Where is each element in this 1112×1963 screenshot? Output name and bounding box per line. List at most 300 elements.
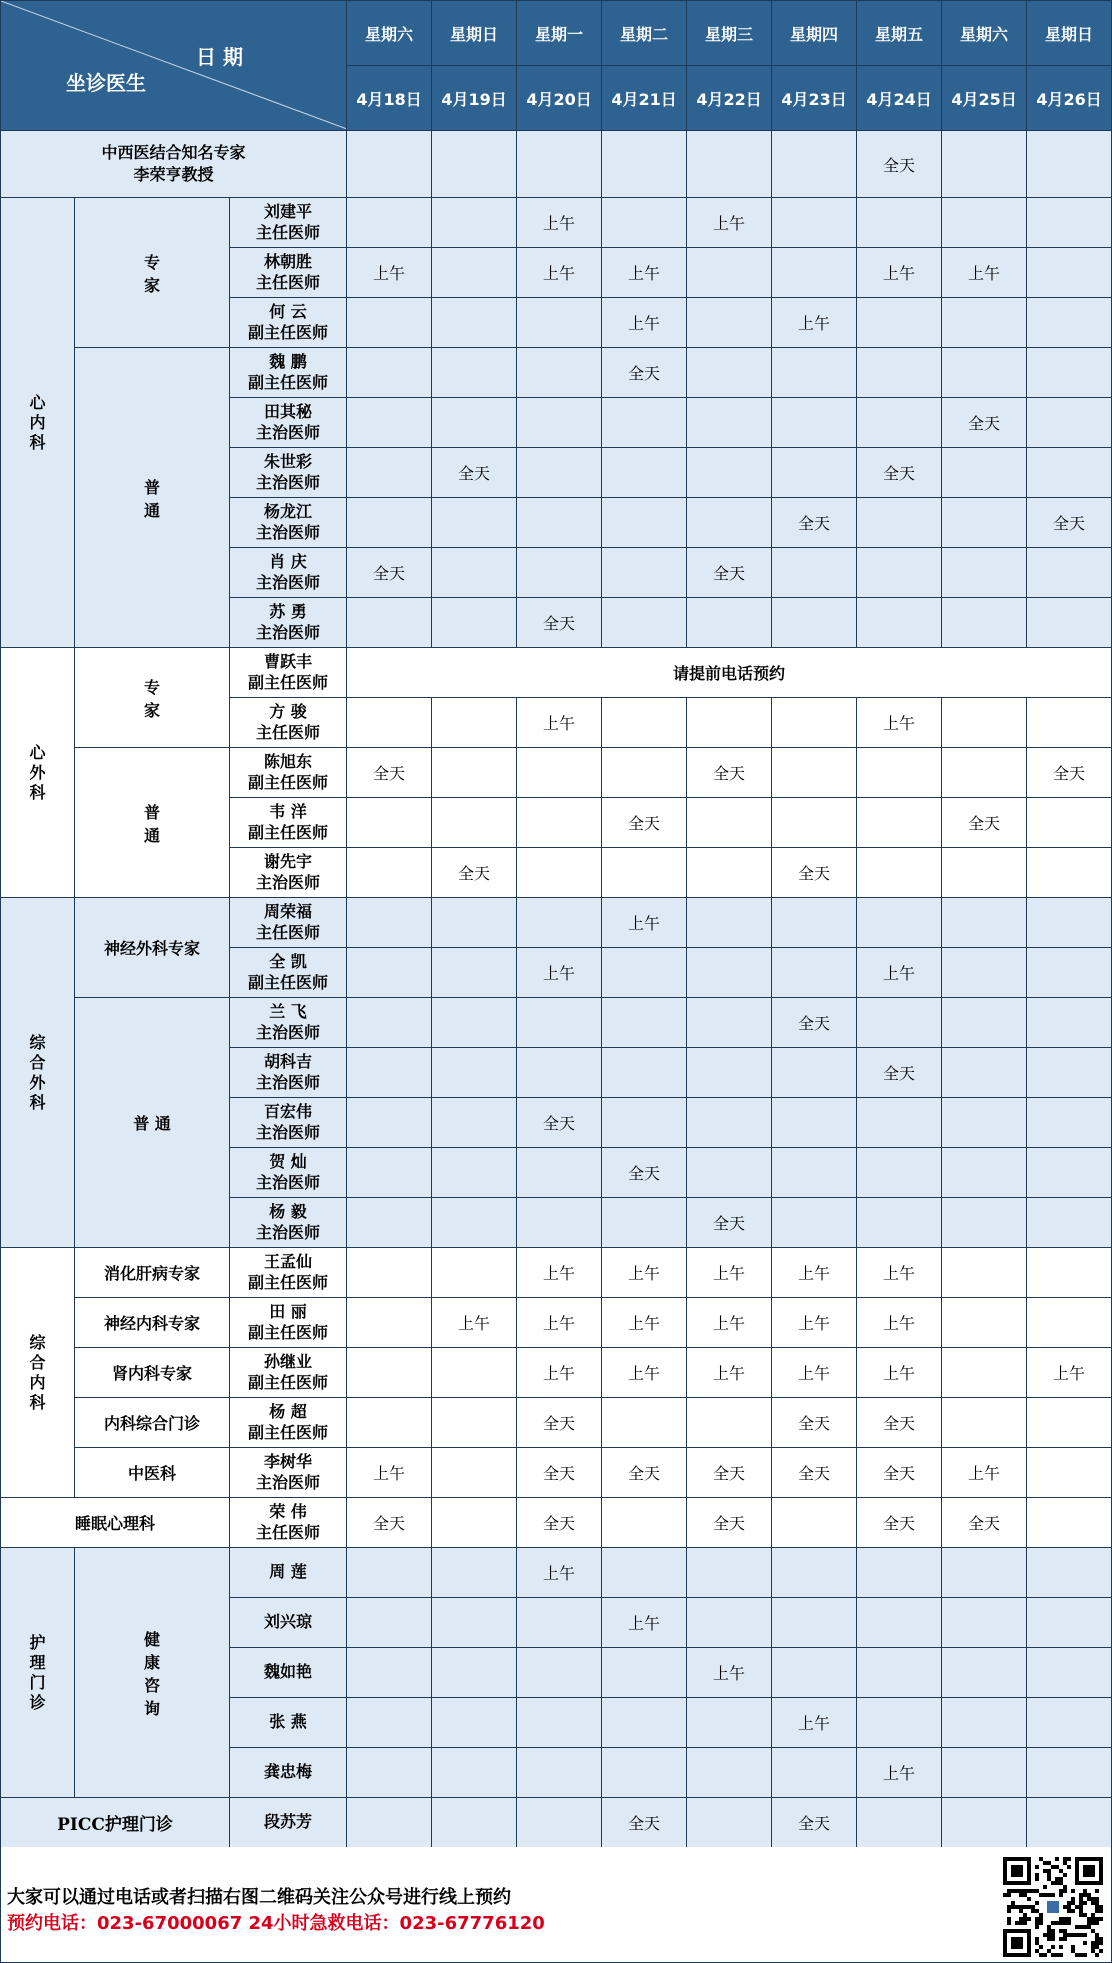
schedule-slot: 上午	[857, 948, 942, 998]
schedule-slot	[517, 298, 602, 348]
schedule-slot	[772, 198, 857, 248]
schedule-slot: 全天	[772, 1398, 857, 1448]
schedule-slot	[942, 998, 1027, 1048]
schedule-slot: 上午	[602, 1248, 687, 1298]
date-header: 4月18日	[347, 66, 432, 131]
schedule-slot: 全天	[517, 1398, 602, 1448]
schedule-slot: 上午	[772, 298, 857, 348]
schedule-slot	[602, 848, 687, 898]
schedule-slot	[432, 1148, 517, 1198]
schedule-slot	[942, 1348, 1027, 1398]
schedule-slot	[772, 548, 857, 598]
doctor-name: 贺 灿 主治医师	[230, 1148, 347, 1198]
schedule-slot: 全天	[772, 498, 857, 548]
schedule-slot	[347, 348, 432, 398]
schedule-slot	[602, 1648, 687, 1698]
schedule-slot	[432, 398, 517, 448]
schedule-slot	[687, 448, 772, 498]
schedule-slot	[687, 248, 772, 298]
table-row	[1, 1248, 1112, 1298]
doctor-name: 方 骏 主任医师	[230, 698, 347, 748]
schedule-slot	[857, 1148, 942, 1198]
doctor-name: 杨 超 副主任医师	[230, 1398, 347, 1448]
schedule-slot	[942, 1048, 1027, 1098]
doctor-name: 龚忠梅	[230, 1748, 347, 1798]
doctor-name: 王孟仙 副主任医师	[230, 1248, 347, 1298]
schedule-slot	[347, 1698, 432, 1748]
schedule-slot	[857, 1098, 942, 1148]
doctor-name: 兰 飞 主治医师	[230, 998, 347, 1048]
schedule-slot: 全天	[772, 1798, 857, 1848]
schedule-slot	[687, 1148, 772, 1198]
schedule-slot: 全天	[347, 748, 432, 798]
schedule-slot	[602, 1048, 687, 1098]
schedule-slot: 全天	[1027, 748, 1112, 798]
schedule-slot	[432, 748, 517, 798]
schedule-slot	[347, 1748, 432, 1798]
schedule-slot	[687, 848, 772, 898]
schedule-slot	[772, 348, 857, 398]
schedule-slot	[857, 748, 942, 798]
date-header: 4月19日	[432, 66, 517, 131]
schedule-slot	[432, 1448, 517, 1498]
schedule-slot: 上午	[687, 1248, 772, 1298]
doctor-name: 谢先宇 主治医师	[230, 848, 347, 898]
schedule-slot	[857, 1798, 942, 1848]
schedule-slot: 全天	[942, 398, 1027, 448]
schedule-slot	[772, 798, 857, 848]
schedule-slot	[432, 298, 517, 348]
schedule-slot	[942, 498, 1027, 548]
schedule-slot: 上午	[602, 298, 687, 348]
schedule-slot	[347, 1048, 432, 1098]
schedule-slot	[687, 498, 772, 548]
schedule-slot	[1027, 248, 1112, 298]
schedule-slot	[687, 298, 772, 348]
table-row	[1, 1398, 1112, 1448]
dept-general-surgery: 综 合 外 科	[1, 898, 75, 1248]
doctor-name: 刘兴琼	[230, 1598, 347, 1648]
schedule-slot	[772, 898, 857, 948]
schedule-slot	[772, 131, 857, 198]
schedule-slot: 上午	[517, 698, 602, 748]
doctor-name: 魏 鹏 副主任医师	[230, 348, 347, 398]
schedule-slot: 全天	[687, 1198, 772, 1248]
schedule-slot	[857, 198, 942, 248]
schedule-slot	[772, 1648, 857, 1698]
schedule-slot	[347, 1148, 432, 1198]
special-expert-cell	[1, 131, 347, 198]
schedule-slot	[602, 948, 687, 998]
weekday-header: 星期一	[517, 1, 602, 66]
corner-diagonal	[1, 1, 347, 129]
schedule-slot: 全天	[772, 848, 857, 898]
schedule-slot: 上午	[517, 948, 602, 998]
phone-booking-notice: 请提前电话预约	[347, 648, 1112, 698]
schedule-slot	[772, 1748, 857, 1798]
doctor-name: 肖 庆 主治医师	[230, 548, 347, 598]
schedule-slot: 上午	[602, 1348, 687, 1398]
schedule-slot	[1027, 1148, 1112, 1198]
group-label: 中医科	[75, 1448, 230, 1498]
schedule-slot: 全天	[517, 598, 602, 648]
schedule-slot	[1027, 1598, 1112, 1648]
schedule-slot	[857, 798, 942, 848]
schedule-slot	[347, 1198, 432, 1248]
schedule-slot: 全天	[857, 1498, 942, 1548]
schedule-slot	[857, 1648, 942, 1698]
schedule-slot	[517, 498, 602, 548]
schedule-slot: 全天	[857, 1048, 942, 1098]
schedule-slot	[517, 131, 602, 198]
schedule-slot	[347, 948, 432, 998]
schedule-slot	[1027, 548, 1112, 598]
schedule-slot	[942, 1698, 1027, 1748]
schedule-slot	[1027, 1298, 1112, 1348]
schedule-slot	[432, 1498, 517, 1548]
schedule-slot	[1027, 1798, 1112, 1848]
weekday-header: 星期日	[432, 1, 517, 66]
schedule-slot	[1027, 198, 1112, 248]
schedule-slot	[347, 298, 432, 348]
schedule-slot	[432, 598, 517, 648]
schedule-slot: 上午	[942, 248, 1027, 298]
schedule-slot	[432, 1548, 517, 1598]
schedule-slot	[942, 348, 1027, 398]
schedule-slot: 全天	[857, 1448, 942, 1498]
table-row	[1, 348, 1112, 398]
schedule-slot	[347, 1248, 432, 1298]
schedule-slot: 上午	[772, 1698, 857, 1748]
schedule-slot	[347, 598, 432, 648]
weekday-header: 星期五	[857, 1, 942, 66]
schedule-slot	[857, 1698, 942, 1748]
schedule-slot	[1027, 1198, 1112, 1248]
schedule-slot	[347, 498, 432, 548]
doctor-name: 韦 洋 副主任医师	[230, 798, 347, 848]
schedule-slot	[432, 248, 517, 298]
schedule-slot: 上午	[687, 1348, 772, 1398]
schedule-slot: 上午	[857, 1748, 942, 1798]
date-header: 4月21日	[602, 66, 687, 131]
date-header: 4月26日	[1027, 66, 1112, 131]
schedule-slot	[517, 998, 602, 1048]
schedule-slot	[687, 1748, 772, 1798]
schedule-slot: 全天	[1027, 498, 1112, 548]
table-row	[1, 1448, 1112, 1498]
schedule-slot: 上午	[857, 1248, 942, 1298]
schedule-slot	[942, 548, 1027, 598]
schedule-slot	[772, 1198, 857, 1248]
schedule-slot: 上午	[347, 1448, 432, 1498]
schedule-slot	[857, 548, 942, 598]
doctor-name: 苏 勇 主治医师	[230, 598, 347, 648]
schedule-slot: 上午	[347, 248, 432, 298]
table-row	[1, 131, 1112, 198]
date-header: 4月20日	[517, 66, 602, 131]
schedule-slot	[1027, 1098, 1112, 1148]
doctor-name: 魏如艳	[230, 1648, 347, 1698]
schedule-slot	[517, 1798, 602, 1848]
schedule-slot	[432, 698, 517, 748]
schedule-slot	[517, 748, 602, 798]
weekday-header: 星期四	[772, 1, 857, 66]
schedule-slot	[942, 1598, 1027, 1648]
schedule-slot	[432, 1098, 517, 1148]
schedule-slot	[517, 348, 602, 398]
table-row	[1, 1298, 1112, 1348]
schedule-slot	[1027, 448, 1112, 498]
group-label: 健 康 咨 询	[75, 1548, 230, 1798]
doctor-label: 坐诊医生	[66, 71, 146, 95]
doctor-name: 杨 毅 主治医师	[230, 1198, 347, 1248]
table-row	[1, 898, 1112, 948]
schedule-slot: 全天	[687, 748, 772, 798]
doctor-name: 曹跃丰 副主任医师	[230, 648, 347, 698]
schedule-slot	[517, 1748, 602, 1798]
schedule-slot: 上午	[687, 1298, 772, 1348]
group-label: 肾内科专家	[75, 1348, 230, 1398]
schedule-slot	[347, 1598, 432, 1648]
schedule-slot	[942, 698, 1027, 748]
special-expert-title: 中西医结合知名专家	[101, 142, 246, 162]
footer-booking-note: 大家可以通过电话或者扫描右图二维码关注公众号进行线上预约	[7, 1887, 511, 1908]
schedule-slot	[432, 898, 517, 948]
schedule-slot	[602, 498, 687, 548]
schedule-slot	[857, 1198, 942, 1248]
schedule-slot	[517, 848, 602, 898]
weekday-header: 星期三	[687, 1, 772, 66]
schedule-slot	[432, 1248, 517, 1298]
schedule-slot	[687, 1598, 772, 1648]
schedule-slot: 全天	[857, 448, 942, 498]
schedule-slot	[687, 398, 772, 448]
schedule-slot	[942, 198, 1027, 248]
doctor-name: 周荣福 主任医师	[230, 898, 347, 948]
schedule-slot	[347, 1098, 432, 1148]
group-label: 普 通	[75, 748, 230, 898]
schedule-slot: 上午	[772, 1248, 857, 1298]
dept-picc-nursing: PICC护理门诊	[1, 1798, 230, 1848]
corner-header	[1, 1, 347, 131]
schedule-slot: 全天	[942, 1498, 1027, 1548]
schedule-slot	[942, 1548, 1027, 1598]
schedule-slot: 上午	[517, 198, 602, 248]
date-header: 4月22日	[687, 66, 772, 131]
schedule-slot	[942, 131, 1027, 198]
schedule-slot	[772, 948, 857, 998]
schedule-slot	[347, 1548, 432, 1598]
schedule-slot	[687, 1048, 772, 1098]
special-expert-name: 李荣亨教授	[133, 165, 214, 184]
schedule-slot	[1027, 398, 1112, 448]
group-label: 普 通	[75, 998, 230, 1248]
date-header: 4月23日	[772, 66, 857, 131]
schedule-slot	[602, 698, 687, 748]
schedule-slot	[687, 131, 772, 198]
schedule-slot	[347, 1648, 432, 1698]
schedule-slot	[1027, 1498, 1112, 1548]
schedule-slot	[432, 1348, 517, 1398]
schedule-slot	[772, 398, 857, 448]
schedule-slot	[942, 898, 1027, 948]
schedule-slot	[857, 998, 942, 1048]
schedule-slot	[857, 1548, 942, 1598]
schedule-slot	[687, 348, 772, 398]
schedule-slot: 全天	[772, 998, 857, 1048]
schedule-slot	[687, 1798, 772, 1848]
dept-cardiology: 心 内 科	[1, 198, 75, 648]
schedule-slot	[942, 1398, 1027, 1448]
schedule-slot	[942, 1798, 1027, 1848]
schedule-slot	[1027, 948, 1112, 998]
doctor-name: 朱世彩 主治医师	[230, 448, 347, 498]
schedule-slot	[347, 1798, 432, 1848]
weekday-header: 星期日	[1027, 1, 1112, 66]
schedule-slot	[1027, 1648, 1112, 1698]
table-row	[1, 1798, 1112, 1848]
schedule-slot	[857, 348, 942, 398]
schedule-slot	[857, 898, 942, 948]
schedule-slot	[942, 1198, 1027, 1248]
schedule-slot	[517, 398, 602, 448]
schedule-slot	[347, 848, 432, 898]
qr-code-icon[interactable]	[1003, 1857, 1103, 1957]
schedule-slot	[517, 548, 602, 598]
group-label: 消化肝病专家	[75, 1248, 230, 1298]
schedule-slot	[347, 398, 432, 448]
schedule-slot: 全天	[857, 131, 942, 198]
schedule-slot	[942, 1098, 1027, 1148]
schedule-slot	[1027, 1548, 1112, 1598]
date-header: 4月24日	[857, 66, 942, 131]
schedule-slot: 上午	[772, 1298, 857, 1348]
doctor-name: 全 凯 副主任医师	[230, 948, 347, 998]
schedule-slot	[772, 1048, 857, 1098]
schedule-slot	[942, 1248, 1027, 1298]
dept-general-medicine: 综 合 内 科	[1, 1248, 75, 1498]
doctor-name: 田其秘 主治医师	[230, 398, 347, 448]
schedule-slot	[857, 398, 942, 448]
doctor-name: 百宏伟 主治医师	[230, 1098, 347, 1148]
schedule-slot	[1027, 898, 1112, 948]
schedule-slot	[687, 998, 772, 1048]
footer	[0, 1847, 1112, 1963]
weekday-header: 星期六	[347, 1, 432, 66]
schedule-slot	[602, 598, 687, 648]
schedule-slot	[347, 898, 432, 948]
schedule-slot: 上午	[687, 198, 772, 248]
schedule-slot	[687, 1548, 772, 1598]
schedule-slot	[1027, 348, 1112, 398]
schedule-slot: 全天	[687, 1498, 772, 1548]
schedule-slot: 上午	[602, 248, 687, 298]
schedule-slot	[517, 1148, 602, 1198]
dept-cardiac-surgery: 心 外 科	[1, 648, 75, 898]
weekday-header: 星期二	[602, 1, 687, 66]
schedule-slot	[687, 698, 772, 748]
schedule-slot	[432, 1798, 517, 1848]
weekday-header: 星期六	[942, 1, 1027, 66]
schedule-slot	[942, 1298, 1027, 1348]
schedule-slot: 全天	[517, 1448, 602, 1498]
doctor-name: 张 燕	[230, 1698, 347, 1748]
schedule-slot	[857, 298, 942, 348]
schedule-slot	[347, 198, 432, 248]
doctor-name: 胡科吉 主治医师	[230, 1048, 347, 1098]
schedule-slot: 全天	[602, 1148, 687, 1198]
schedule-slot	[1027, 1748, 1112, 1798]
schedule-slot: 上午	[857, 1298, 942, 1348]
schedule-slot: 上午	[857, 698, 942, 748]
schedule-slot	[347, 1298, 432, 1348]
doctor-name: 孙继业 副主任医师	[230, 1348, 347, 1398]
schedule-slot	[432, 1748, 517, 1798]
doctor-name: 杨龙江 主治医师	[230, 498, 347, 548]
dept-sleep-psychology: 睡眠心理科	[1, 1498, 230, 1548]
schedule-slot	[857, 848, 942, 898]
table-row	[1, 198, 1112, 248]
schedule-slot	[602, 198, 687, 248]
schedule-slot: 上午	[942, 1448, 1027, 1498]
group-label: 神经外科专家	[75, 898, 230, 998]
date-header: 4月25日	[942, 66, 1027, 131]
schedule-slot	[602, 1398, 687, 1448]
schedule-slot	[687, 598, 772, 648]
schedule-slot	[602, 1698, 687, 1748]
schedule-slot	[432, 548, 517, 598]
schedule-slot: 全天	[687, 548, 772, 598]
schedule-slot: 全天	[942, 798, 1027, 848]
schedule-slot	[432, 998, 517, 1048]
schedule-slot	[517, 1048, 602, 1098]
schedule-slot	[942, 598, 1027, 648]
schedule-slot	[1027, 1698, 1112, 1748]
table-row	[1, 998, 1112, 1048]
schedule-slot	[432, 1598, 517, 1648]
table-row	[1, 1348, 1112, 1398]
schedule-slot	[432, 198, 517, 248]
schedule-slot	[432, 1398, 517, 1448]
schedule-slot: 上午	[857, 248, 942, 298]
schedule-slot: 上午	[517, 1348, 602, 1398]
schedule-slot	[602, 131, 687, 198]
schedule-slot: 上午	[602, 1598, 687, 1648]
schedule-slot: 上午	[1027, 1348, 1112, 1398]
schedule-slot	[347, 998, 432, 1048]
dept-nursing-clinic: 护 理 门 诊	[1, 1548, 75, 1798]
doctor-name: 陈旭东 副主任医师	[230, 748, 347, 798]
schedule-slot	[687, 1698, 772, 1748]
schedule-slot: 上午	[687, 1648, 772, 1698]
schedule-slot: 全天	[432, 448, 517, 498]
schedule-slot	[942, 1748, 1027, 1798]
schedule-slot	[687, 948, 772, 998]
schedule-slot	[1027, 298, 1112, 348]
table-row	[1, 1548, 1112, 1598]
group-label: 内科综合门诊	[75, 1398, 230, 1448]
schedule-slot	[602, 1198, 687, 1248]
group-label: 神经内科专家	[75, 1298, 230, 1348]
schedule-slot	[602, 998, 687, 1048]
schedule-slot	[772, 1498, 857, 1548]
doctor-name: 周 莲	[230, 1548, 347, 1598]
schedule-slot	[602, 748, 687, 798]
doctor-name: 荣 伟 主任医师	[230, 1498, 347, 1548]
schedule-slot: 上午	[602, 898, 687, 948]
schedule-slot	[602, 1498, 687, 1548]
schedule-slot: 全天	[517, 1498, 602, 1548]
